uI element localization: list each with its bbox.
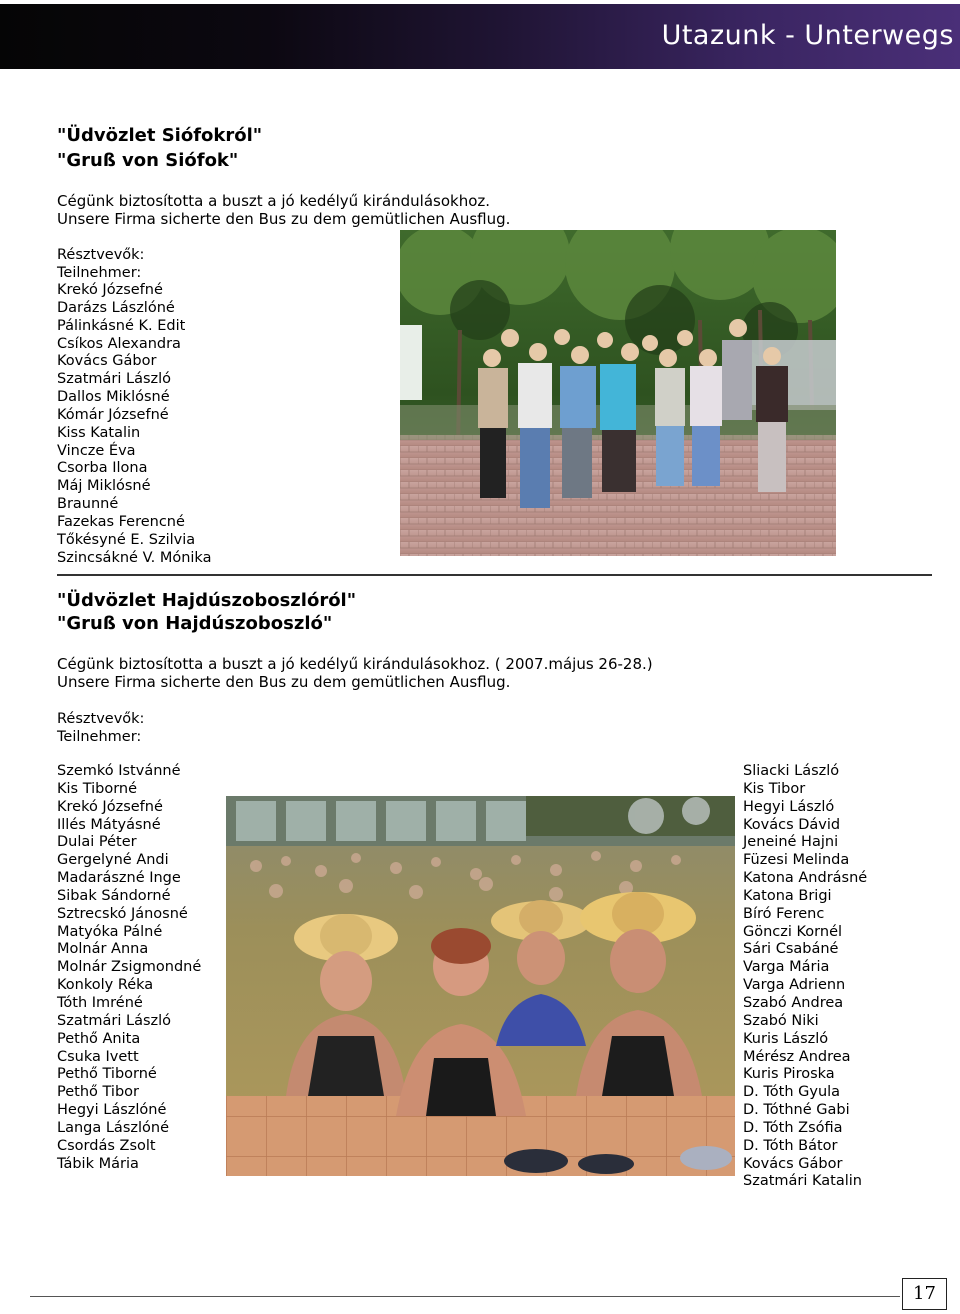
participant-name: Szemkó Istvánné	[57, 763, 181, 779]
participant-name: Kis Tibor	[743, 780, 806, 797]
section2-participants-de: Teilnehmer:	[57, 729, 142, 745]
section2-title-hu: "Üdvözlet Hajdúszoboszlóról"	[57, 590, 357, 611]
participant-name: Molnár Zsigmondné	[57, 959, 202, 976]
participant-name: Szatmári László	[57, 371, 172, 388]
section1-text-de: Unsere Firma sicherte den Bus zu dem gemütlichen Ausflug.	[57, 210, 511, 228]
participant-name: Sári Csabáné	[743, 941, 839, 958]
participant-name: Krekó Józsefné	[57, 282, 163, 298]
participant-name: Csordás Zsolt	[57, 1137, 156, 1154]
participant-name: Tóth Imréné	[57, 994, 143, 1011]
participant-name: Füzesi Melinda	[743, 852, 850, 869]
participant-name: D. Tóth Zsófia	[743, 1119, 843, 1136]
participant-name: Dallos Miklósné	[57, 389, 170, 406]
participant-name: Gergelyné Andi	[57, 852, 169, 869]
participant-name: Braunné	[57, 496, 119, 513]
participant-name: Máj Miklósné	[57, 478, 151, 495]
bath-photo-hajduszoboszlo	[226, 796, 735, 1176]
participant-name: Jeneiné Hajni	[743, 834, 839, 851]
participant-name: Kovács Gábor	[57, 353, 157, 370]
participant-name: Molnár Anna	[57, 941, 149, 958]
participant-name: Pethő Tiborné	[57, 1066, 157, 1083]
section2-text-hu: Cégünk biztosította a buszt a jó kedélyű kirándulásokhoz. ( 2007.május 26-28.)	[57, 655, 653, 673]
participant-name: Fazekas Ferencné	[57, 513, 185, 530]
participant-name: Konkoly Réka	[57, 977, 154, 994]
participant-name: Kuris László	[743, 1030, 829, 1047]
participant-name: Kiss Katalin	[57, 424, 141, 441]
section2-participants-hu: Résztvevők:	[57, 711, 145, 727]
participant-name: Csuka Ivett	[57, 1048, 139, 1065]
participant-name: Szabó Niki	[743, 1012, 819, 1029]
section1-title-hu: "Üdvözlet Siófokról"	[57, 125, 263, 146]
participant-name: Varga Mária	[743, 959, 830, 976]
participant-name: Kómár Józsefné	[57, 406, 169, 423]
participant-name: Katona Brigi	[743, 887, 832, 904]
participant-name: Hegyi László	[743, 798, 835, 815]
section1-name-list	[57, 282, 211, 568]
participant-name: Kis Tiborné	[57, 780, 138, 797]
participant-name: Kuris Piroska	[743, 1066, 835, 1083]
section1-title-de: "Gruß von Siófok"	[57, 150, 239, 171]
section-divider	[57, 574, 932, 576]
participant-name: Tábik Mária	[57, 1155, 139, 1172]
section2-title-de: "Gruß von Hajdúszoboszló"	[57, 613, 333, 634]
participant-name: Pethő Tibor	[57, 1084, 139, 1101]
participant-name: Langa Lászlóné	[57, 1119, 169, 1136]
group-photo-siofok	[400, 230, 836, 556]
participant-name: Bíró Ferenc	[743, 905, 825, 922]
participant-name: Szatmári László	[57, 1012, 172, 1029]
section1-text-hu: Cégünk biztosította a buszt a jó kedélyű kirándulásokhoz.	[57, 192, 491, 210]
participant-name: Varga Adrienn	[743, 977, 846, 994]
participant-name: Matyóka Pálné	[57, 923, 163, 940]
section2-name-list-left	[57, 763, 201, 1173]
header-title: Utazunk - Unterwegs	[661, 20, 954, 51]
participant-name: Pethő Anita	[57, 1030, 141, 1047]
participant-name: Sliacki László	[743, 763, 840, 779]
participant-name: Illés Mátyásné	[57, 816, 161, 833]
participant-name: Szabó Andrea	[743, 994, 844, 1011]
participant-name: Csorba Ilona	[57, 460, 148, 477]
participant-name: Pálinkásné K. Edit	[57, 317, 186, 334]
section2-name-list-right	[743, 763, 867, 1191]
participant-name: Katona Andrásné	[743, 870, 868, 887]
participant-name: Hegyi Lászlóné	[57, 1102, 167, 1119]
participant-name: Dulai Péter	[57, 834, 137, 851]
participant-name: Kovács Gábor	[743, 1155, 843, 1172]
section1-participants-hu: Résztvevők:	[57, 247, 145, 263]
participant-name: Csíkos Alexandra	[57, 335, 181, 352]
page-number: 17	[902, 1278, 947, 1310]
footer-line	[30, 1296, 900, 1297]
participant-name: Mérész Andrea	[743, 1048, 851, 1065]
section1-participants-de: Teilnehmer:	[57, 265, 142, 281]
participant-name: D. Tóth Bátor	[743, 1137, 838, 1154]
participant-name: D. Tóthné Gabi	[743, 1102, 850, 1119]
participant-name: Darázs Lászlóné	[57, 299, 175, 316]
participant-name: Madarászné Inge	[57, 870, 181, 887]
participant-name: Sibak Sándorné	[57, 887, 171, 904]
participant-name: Kovács Dávid	[743, 816, 841, 833]
participant-name: Gönczi Kornél	[743, 923, 843, 940]
participant-name: Tőkésyné E. Szilvia	[57, 531, 196, 548]
header-bar	[0, 4, 960, 69]
participant-name: Sztrecskó Jánosné	[57, 905, 188, 922]
participant-name: Krekó Józsefné	[57, 798, 163, 815]
participant-name: D. Tóth Gyula	[743, 1084, 841, 1101]
participant-name: Szincsákné V. Mónika	[57, 549, 212, 566]
participant-name: Vincze Éva	[57, 442, 136, 459]
section2-text-de: Unsere Firma sicherte den Bus zu dem gemütlichen Ausflug.	[57, 673, 511, 691]
participant-name: Szatmári Katalin	[743, 1173, 862, 1190]
